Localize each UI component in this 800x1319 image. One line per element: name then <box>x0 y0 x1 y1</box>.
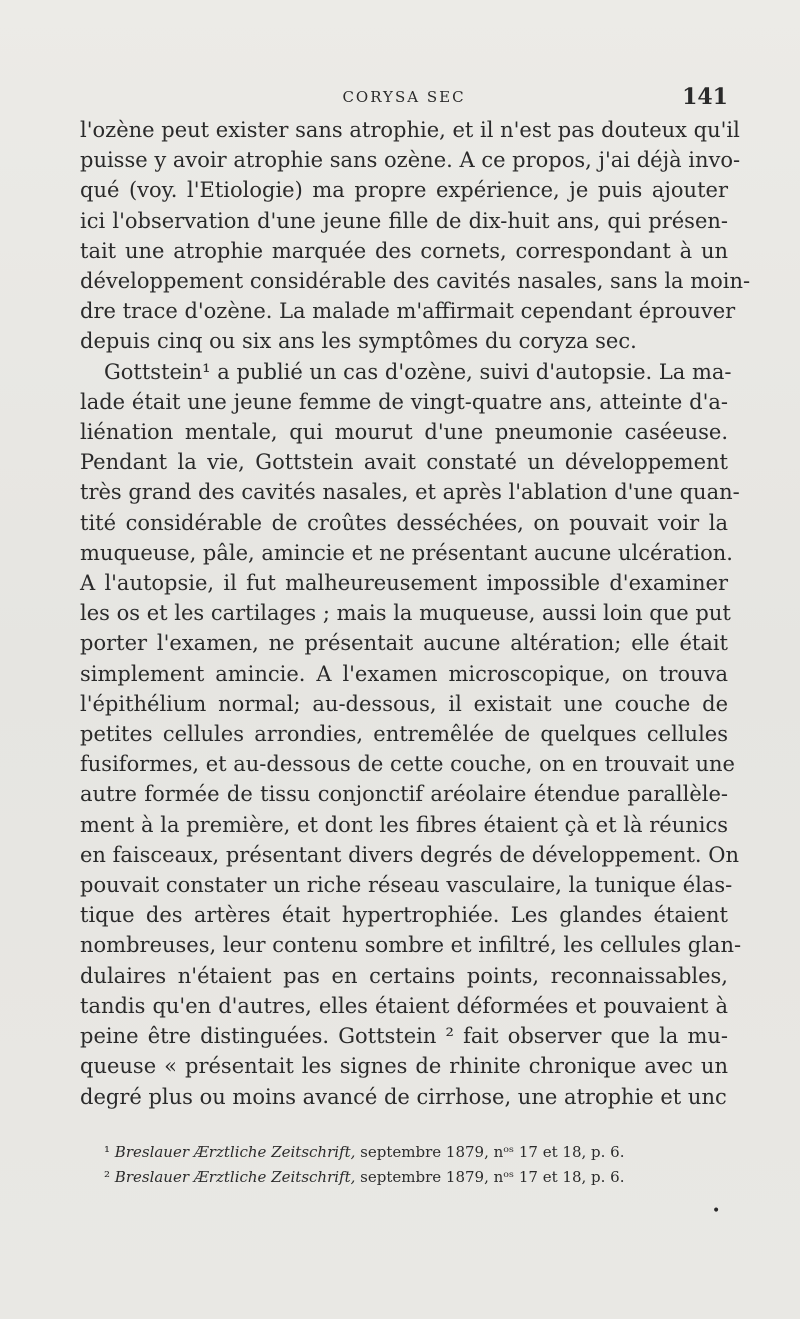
text-line: dre trace d'ozène. La malade m'affirmait cependant éprouver <box>80 299 736 324</box>
text-line: l'épithélium normal; au-dessous, il existait une couche de <box>80 691 728 716</box>
text-line: dulaires n'étaient pas en certains points, reconnaissables, <box>80 963 728 988</box>
text-line: fusiformes, et au-dessous de cette couche, on en trouvait une <box>80 752 735 777</box>
running-title: CORYSA SEC <box>342 88 466 106</box>
footnote-details: septembre 1879, nᵒˢ 17 et 18, p. 6. <box>355 1143 625 1161</box>
text-line: qué (voy. l'Etiologie) ma propre expérience, je puis ajouter <box>80 178 728 203</box>
text-line: développement considérable des cavités nasales, sans la moin- <box>80 269 751 294</box>
text-line: très grand des cavités nasales, et après l'ablation d'une quan- <box>80 480 740 505</box>
footnote <box>104 1140 744 1165</box>
footnote-details: septembre 1879, nᵒˢ 17 et 18, p. 6. <box>355 1168 625 1186</box>
footnote-marker: ¹ <box>104 1143 111 1161</box>
footnotes <box>104 1140 744 1190</box>
text-line: en faisceaux, présentant divers degrés de développement. On <box>80 842 740 867</box>
page-ornament: • <box>712 1203 721 1219</box>
text-line: muqueuse, pâle, amincie et ne présentant aucune ulcération. <box>80 540 733 565</box>
running-head <box>80 84 728 112</box>
footnote <box>104 1165 744 1190</box>
text-line: degré plus ou moins avancé de cirrhose, une atrophie et unc <box>80 1084 727 1109</box>
text-line: l'ozène peut exister sans atrophie, et il n'est pas douteux qu'il <box>80 118 740 142</box>
text-line: pouvait constater un riche réseau vasculaire, la tunique élas- <box>80 873 733 898</box>
text-line: ici l'observation d'une jeune fille de dix-huit ans, qui présen- <box>80 208 728 233</box>
text-line: liénation mentale, qui mourut d'une pneumonie caséeuse. <box>80 420 728 445</box>
text-line: nombreuses, leur contenu sombre et infiltré, les cellules glan- <box>80 933 742 958</box>
text-line: tait une atrophie marquée des cornets, correspondant à un <box>80 238 728 263</box>
text-line: lade était une jeune femme de vingt-quatre ans, atteinte d'a- <box>80 389 728 414</box>
text-line: Pendant la vie, Gottstein avait constaté un développement <box>80 450 728 475</box>
text-line: A l'autopsie, il fut malheureusement impossible d'examiner <box>80 571 728 596</box>
text-line: porter l'examen, ne présentait aucune altération; elle était <box>80 631 728 656</box>
text-line: tique des artères était hypertrophiée. Les glandes étaient <box>80 903 728 928</box>
text-line: puisse y avoir atrophie sans ozène. A ce propos, j'ai déjà invo- <box>80 148 741 173</box>
text-line: depuis cinq ou six ans les symptômes du coryza sec. <box>80 329 637 354</box>
text-line: simplement amincie. A l'examen microscopique, on trouva <box>80 661 728 686</box>
footnote-source: Breslauer Ærztliche Zeitschrift, <box>114 1143 356 1161</box>
body-text <box>80 115 751 1112</box>
footnote-marker: ² <box>104 1168 111 1186</box>
footnote-source: Breslauer Ærztliche Zeitschrift, <box>114 1168 356 1186</box>
text-line: tité considérable de croûtes desséchées, on pouvait voir la <box>80 510 728 535</box>
text-line: tandis qu'en d'autres, elles étaient déformées et pouvaient à <box>80 993 728 1018</box>
text-line: Gottstein¹ a publié un cas d'ozène, suivi d'autopsie. La ma- <box>104 359 732 384</box>
text-line: autre formée de tissu conjonctif aréolaire étendue parallèle- <box>80 782 728 807</box>
text-line: ment à la première, et dont les fibres étaient çà et là réunics <box>80 812 728 837</box>
text-line: petites cellules arrondies, entremêlée de quelques cellules <box>80 722 728 747</box>
page-number: 141 <box>682 84 728 110</box>
text-line: peine être distinguées. Gottstein ² fait observer que la mu- <box>80 1024 728 1049</box>
text-line: les os et les cartilages ; mais la muqueuse, aussi loin que put <box>80 601 731 626</box>
text-line: queuse « présentait les signes de rhinite chronique avec un <box>80 1054 728 1079</box>
